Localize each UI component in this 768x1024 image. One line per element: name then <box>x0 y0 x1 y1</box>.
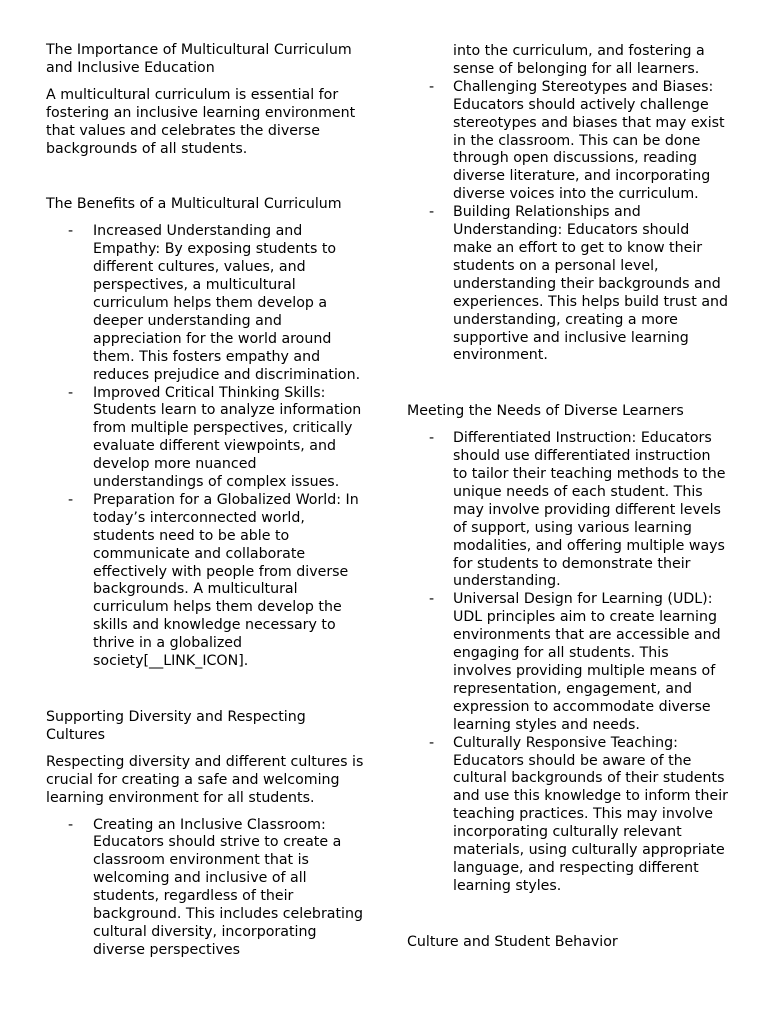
bullet-dash: - <box>68 384 74 401</box>
bullet-dash: - <box>429 734 435 751</box>
list-item-text: Universal Design for Learning (UDL): UDL principles aim to create learning environments that are accessible and engaging for all students. This involves providing multiple means of representation, engagement, and expression to accommodate diverse learning styles and needs. <box>453 591 721 733</box>
bullet-dash: - <box>429 204 435 221</box>
bullet-dash: - <box>429 78 435 95</box>
bullet-dash: - <box>68 491 74 508</box>
list-item-text: Creating an Inclusive Classroom: Educators should strive to create a classroom environment that is welcoming and inclusive of all students, regardless of their background. This includes celebrating cultural diversity, incorporating diverse perspectives <box>93 816 363 958</box>
continued-text: into the curriculum, and fostering a sense of belonging for all learners. <box>453 43 705 77</box>
bullet-dash: - <box>68 816 74 833</box>
list-item <box>407 430 729 591</box>
bullet-dash: - <box>429 430 435 447</box>
list-item <box>407 79 729 204</box>
list-item-text: Building Relationships and Understanding: Educators should make an effort to get to know their students on a personal level, understanding their backgrounds and experiences. This helps build trust and understanding, creating a more supportive and inclusive learning environment. <box>453 204 729 364</box>
list-item-text: Improved Critical Thinking Skills: Students learn to analyze information from multiple perspectives, critically evaluate different viewpoints, and develop more nuanced understandings of complex issues. <box>93 384 362 491</box>
right-column <box>407 43 729 952</box>
list-item <box>407 204 729 365</box>
list-item <box>407 735 729 896</box>
needs-list <box>407 430 729 896</box>
list-item-text: Increased Understanding and Empathy: By exposing students to different cultures, values, and perspectives, a multicultural curriculum helps them develop a deeper understanding and appreciation for the world around them. This fosters empathy and reduces prejudice and discrimination. <box>93 223 361 383</box>
benefits-heading: The Benefits of a Multicultural Curriculum <box>46 196 342 213</box>
left-column <box>46 42 368 960</box>
list-item-text: Preparation for a Globalized World: In today’s interconnected world, students need to be able to communicate and collaborate effectively with people from diverse backgrounds. A multicultural curriculum helps them develop the skills and knowledge necessary to thrive in a globalized society[__LINK_ICON]. <box>93 491 359 670</box>
diversity-intro: Respecting diversity and different cultures is crucial for creating a safe and welcoming learning environment for all students. <box>46 753 364 806</box>
list-item <box>407 591 729 734</box>
needs-heading: Meeting the Needs of Diverse Learners <box>407 403 684 420</box>
list-item <box>46 385 368 492</box>
list-item-text: Culturally Responsive Teaching: Educators should be aware of the cultural backgrounds of their students and use this knowledge to inform their teaching practices. This may involve incorporating culturally relevant materials, using culturally appropriate language, and respecting different learning styles. <box>453 734 728 894</box>
list-item-text: Differentiated Instruction: Educators should use differentiated instruction to tailor their teaching methods to the unique needs of each student. This may involve providing different levels of support, using various learning modalities, and offering multiple ways for students to demonstrate their understanding. <box>453 430 726 590</box>
diversity-list <box>46 817 368 960</box>
list-item-text: Challenging Stereotypes and Biases: Educators should actively challenge stereotypes and biases that may exist in the classroom. This can be done through open discussions, reading diverse literature, and incorporating diverse voices into the curriculum. <box>453 78 725 203</box>
list-item <box>46 223 368 384</box>
list-item <box>46 817 368 960</box>
list-item <box>46 492 368 671</box>
benefits-list <box>46 223 368 671</box>
diversity-heading: Supporting Diversity and Respecting Cultures <box>46 709 306 743</box>
intro-paragraph: A multicultural curriculum is essential for fostering an inclusive learning environment that values and celebrates the diverse backgrounds of all students. <box>46 86 356 157</box>
document-title: The Importance of Multicultural Curriculum and Inclusive Education <box>46 42 352 76</box>
behavior-heading: Culture and Student Behavior <box>407 933 618 950</box>
bullet-dash: - <box>429 591 435 608</box>
diversity-list-continued <box>407 79 729 366</box>
bullet-dash: - <box>68 223 74 240</box>
